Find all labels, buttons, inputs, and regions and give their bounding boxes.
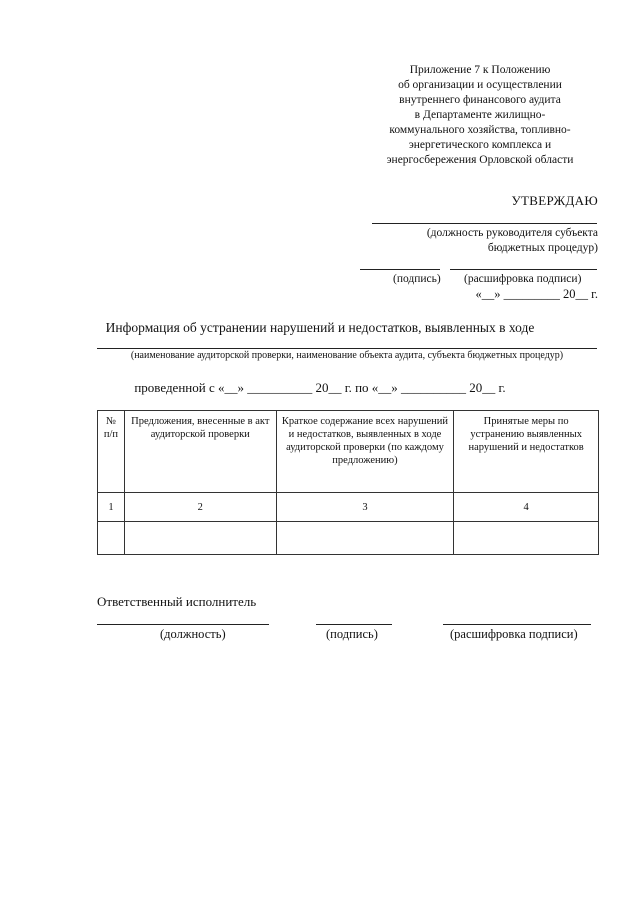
responsible-signature-caption: (подпись) <box>326 627 378 641</box>
table-header-row <box>98 411 599 493</box>
table-cell[interactable] <box>454 522 599 555</box>
responsible-label: Ответственный исполнитель <box>97 594 257 609</box>
table-cell[interactable] <box>124 522 276 555</box>
column-number-1: 1 <box>98 493 125 522</box>
responsible-signature-line <box>316 624 392 625</box>
column-number-4: 4 <box>454 493 599 522</box>
header-cell-violations: Краткое содержание всех нарушений и недостатков, выявленных в ходе аудиторской проверки (по каждому предложению) <box>276 411 454 493</box>
approval-decoding-line <box>450 269 597 270</box>
header-cell-number: № п/п <box>98 411 125 493</box>
annex-line: об организации и осуществлении <box>398 79 562 91</box>
header-cell-measures: Принятые меры по устранению выявленных нарушений и недостатков <box>454 411 599 493</box>
annex-line: внутреннего финансового аудита <box>399 94 561 106</box>
table-cell[interactable] <box>276 522 454 555</box>
responsible-decoding-line <box>443 624 591 625</box>
responsible-decoding-caption: (расшифровка подписи) <box>450 627 578 641</box>
approval-signature-line <box>360 269 440 270</box>
document-title: Информация об устранении нарушений и недостатков, выявленных в ходе <box>105 320 535 335</box>
responsible-position-caption: (должность) <box>160 627 226 641</box>
annex-line: Приложение 7 к Положению <box>409 64 551 76</box>
approval-signature-caption: (подпись) <box>393 273 441 285</box>
approval-decoding-caption: (расшифровка подписи) <box>464 273 582 285</box>
annex-line: энергосбережения Орловской области <box>386 154 574 166</box>
annex-line: коммунального хозяйства, топливно- <box>389 124 571 136</box>
table-numbering-row <box>98 493 599 522</box>
annex-line: в Департаменте жилищно- <box>414 109 546 121</box>
position-caption <box>358 226 598 256</box>
approval-date: «__» _________ 20__ г. <box>475 287 598 301</box>
column-number-3: 3 <box>276 493 454 522</box>
table-row <box>98 522 599 555</box>
approval-title: УТВЕРЖДАЮ <box>511 193 598 208</box>
subject-line <box>97 348 597 349</box>
annex-line: энергетического комплекса и <box>408 139 552 151</box>
subject-caption: (наименование аудиторской проверки, наименование объекта аудита, субъекта бюджетных процедур) <box>130 350 564 361</box>
position-caption-line-2: бюджетных процедур) <box>487 242 598 254</box>
column-number-2: 2 <box>124 493 276 522</box>
period-line: проведенной с «__» __________ 20__ г. по «__» __________ 20__ г. <box>134 380 506 395</box>
findings-table <box>97 410 599 555</box>
responsible-position-line <box>97 624 269 625</box>
annex-note <box>360 63 600 168</box>
position-line <box>372 223 597 224</box>
table-cell[interactable] <box>98 522 125 555</box>
position-caption-line-1: (должность руководителя субъекта <box>426 227 598 239</box>
header-cell-proposals: Предложения, внесенные в акт аудиторской проверки <box>124 411 276 493</box>
